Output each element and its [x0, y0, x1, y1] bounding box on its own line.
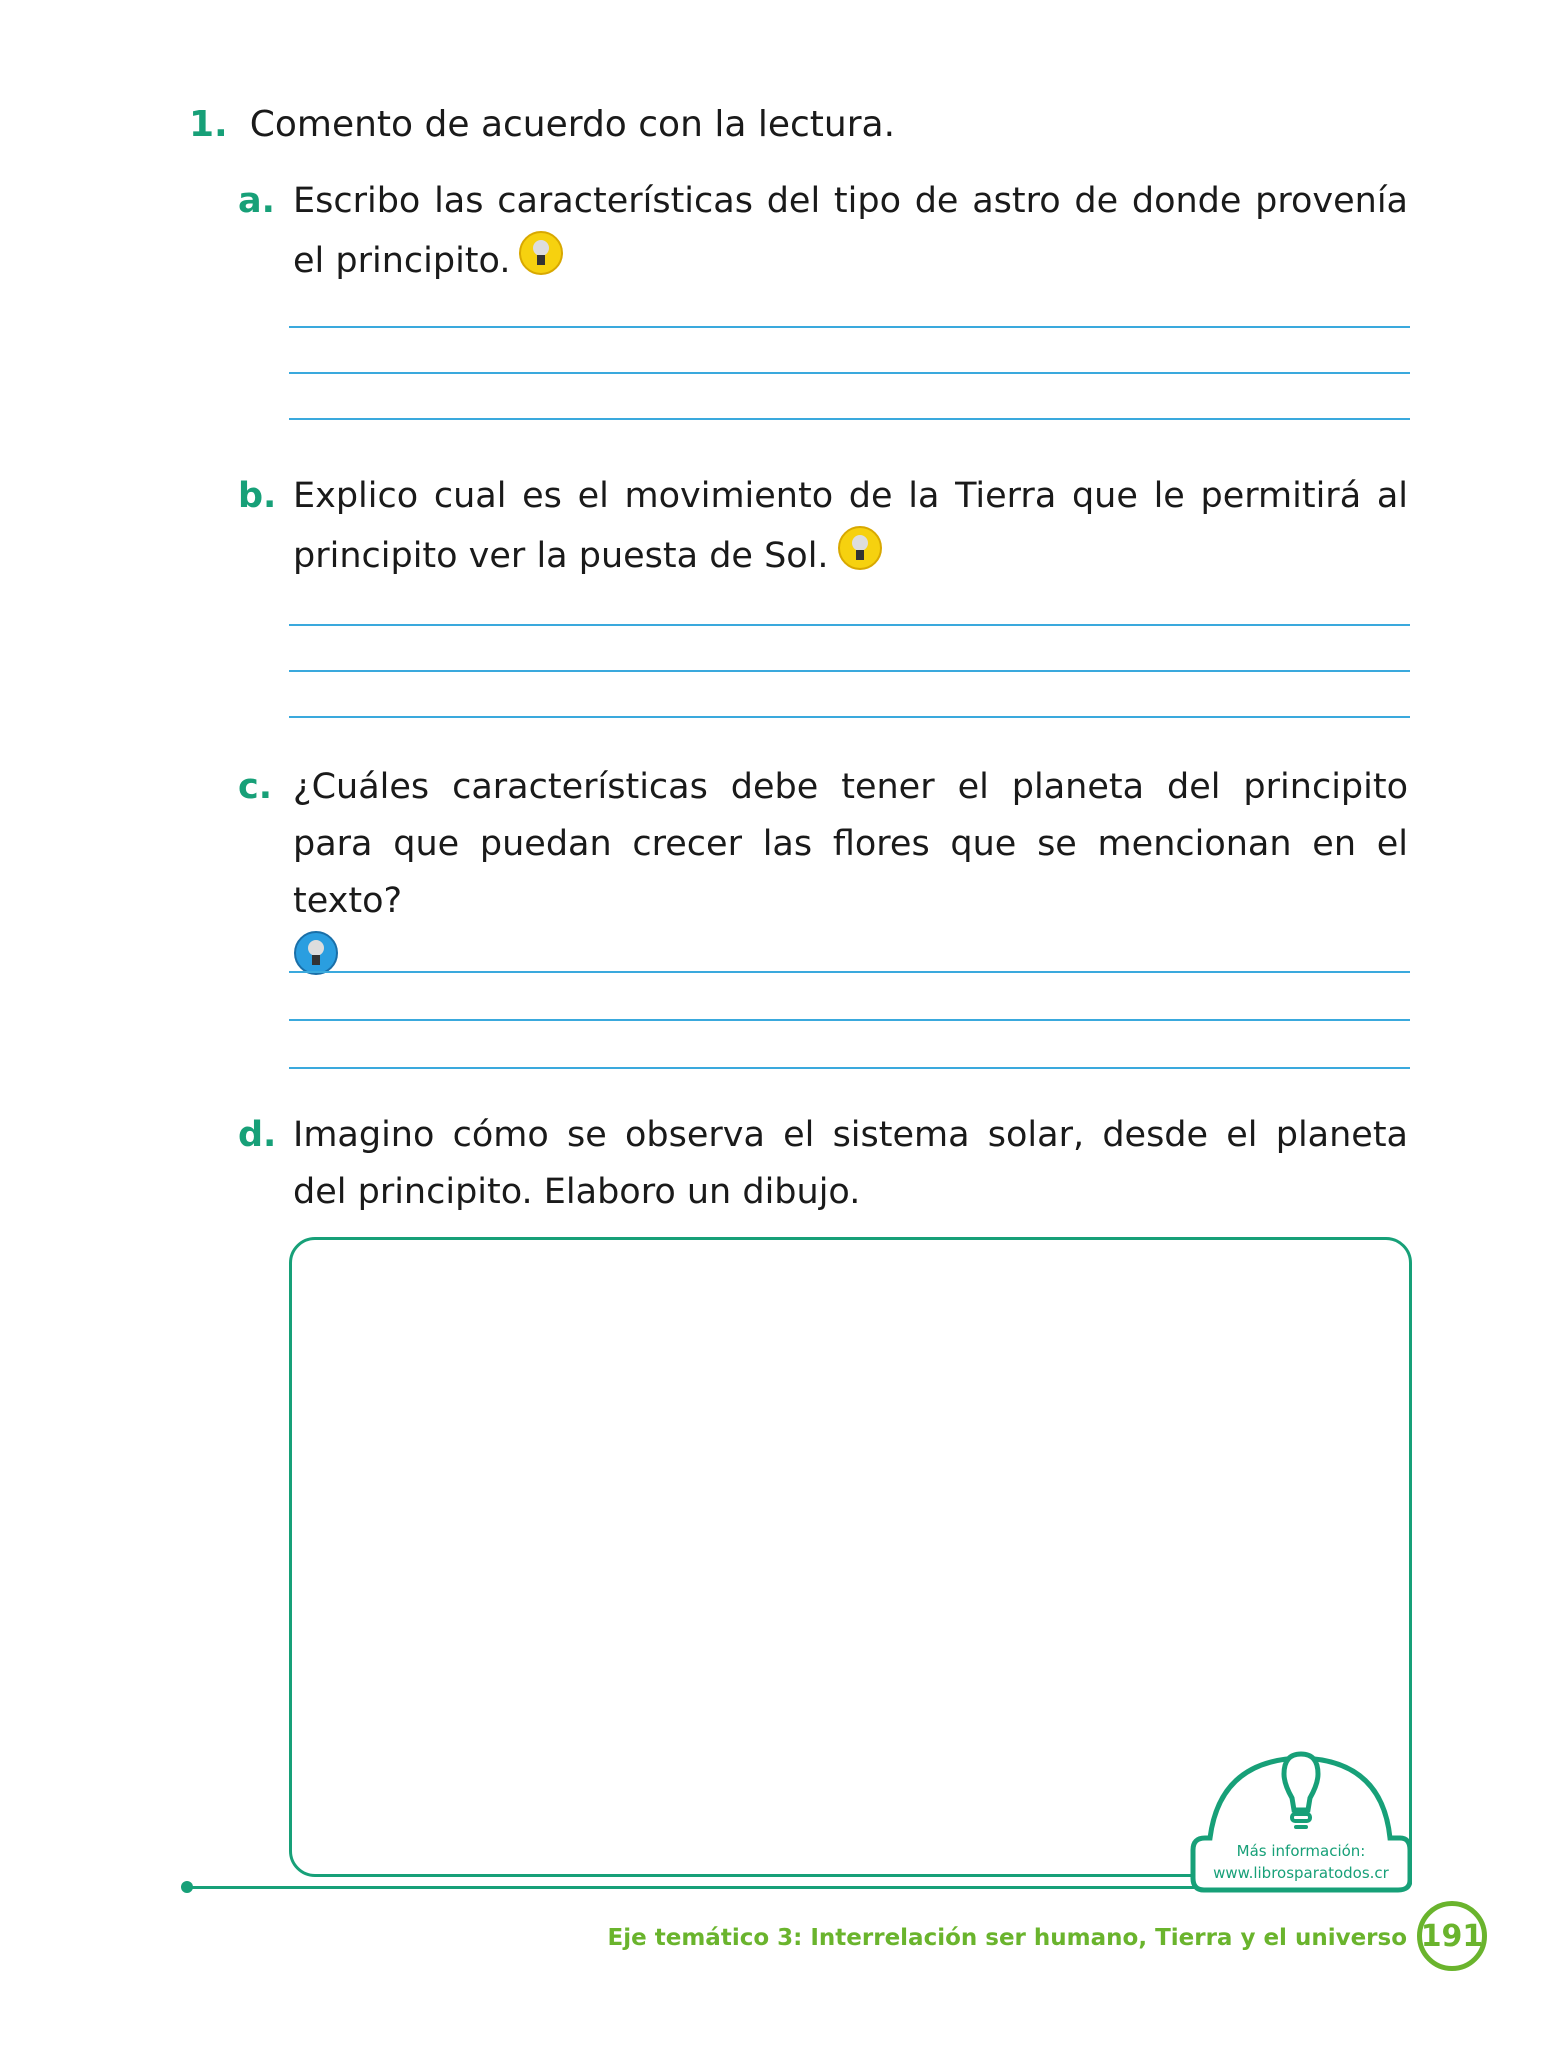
- answer-line[interactable]: [289, 1067, 1410, 1069]
- item-text: Explico cual es el movimiento de la Tierra que le permitirá al principito ver la puesta de Sol.: [293, 476, 1408, 576]
- item-label: b.: [238, 476, 277, 516]
- answer-line[interactable]: [289, 418, 1410, 420]
- item-text: ¿Cuáles características debe tener el planeta del principito para que puedan crecer las flores que se mencionan en el texto?: [293, 767, 1408, 921]
- footer-divider: [186, 1886, 1196, 1889]
- footer-theme: Eje temático 3: Interrelación ser humano, Tierra y el universo: [607, 1925, 1407, 1951]
- more-info-url[interactable]: www.librosparatodos.cr: [1213, 1864, 1389, 1882]
- item-label: a.: [238, 181, 275, 221]
- item-a: [238, 173, 1408, 290]
- answer-line[interactable]: [289, 670, 1410, 672]
- lightbulb-yellow-icon: [518, 230, 564, 276]
- item-d: [238, 1107, 1408, 1221]
- answer-line[interactable]: [289, 326, 1410, 328]
- answer-line[interactable]: [289, 1019, 1410, 1021]
- lightbulb-yellow-icon: [837, 525, 883, 571]
- question-number: 1.: [189, 104, 228, 145]
- divider-dot: [181, 1881, 193, 1893]
- item-label: c.: [238, 767, 273, 807]
- page-number: 191: [1417, 1901, 1487, 1971]
- more-info-label: Más información:: [1236, 1842, 1366, 1860]
- item-label: d.: [238, 1115, 277, 1155]
- item-text: Imagino cómo se observa el sistema solar, desde el planeta del principito. Elaboro un dibujo.: [293, 1115, 1408, 1212]
- item-text: Escribo las características del tipo de astro de donde provenía el principito.: [293, 181, 1408, 281]
- item-b: [238, 468, 1408, 585]
- lightbulb-blue-icon: [293, 930, 339, 976]
- item-c: [238, 759, 1408, 990]
- question-heading: [189, 104, 895, 145]
- answer-line[interactable]: [289, 971, 1410, 973]
- answer-line[interactable]: [289, 624, 1410, 626]
- answer-line[interactable]: [289, 372, 1410, 374]
- answer-line[interactable]: [289, 716, 1410, 718]
- question-text: Comento de acuerdo con la lectura.: [249, 104, 896, 145]
